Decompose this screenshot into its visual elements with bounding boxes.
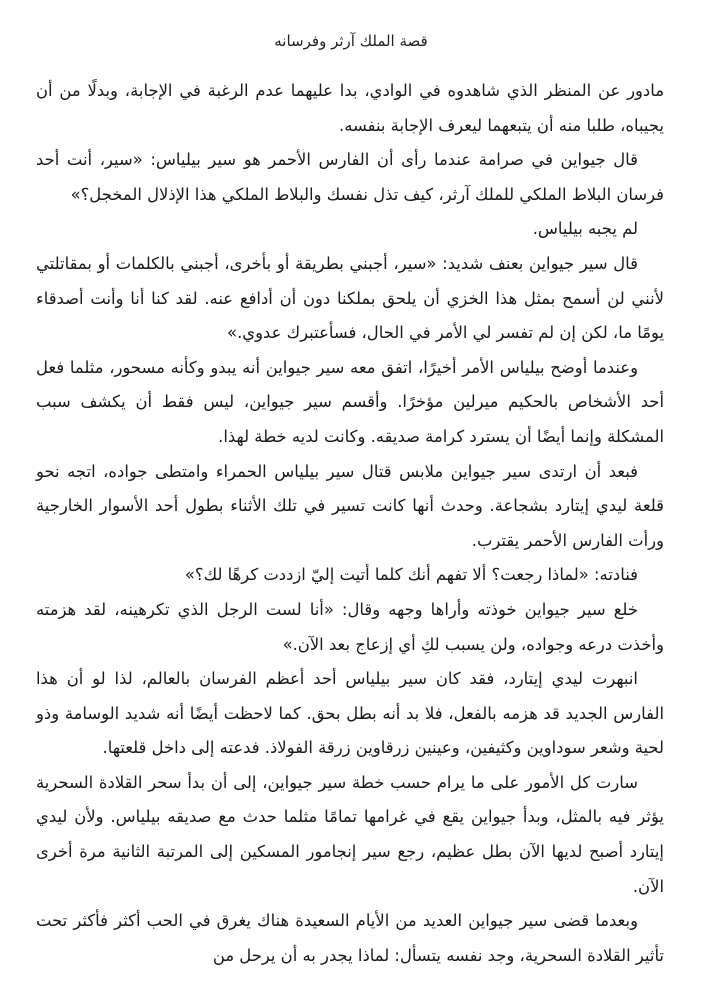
paragraph-11: وبعدما قضى سير جيواين العديد من الأيام السعيدة هناك يغرق في الحب أكثر فأكثر تحت تأثير القلادة السحرية، وجد نفسه يتسأل: لماذا يجدر به أن يرحل من	[36, 911, 664, 965]
paragraph-2: قال جيواين في صرامة عندما رأى أن الفارس الأحمر هو سير بيلياس: «سير، أنت أحد فرسان البلاط الملكي للملك آرثر، كيف تذل نفسك والبلاط الملكي هذا الإذلال المخجل؟»	[36, 150, 664, 204]
paragraph-7: فنادته: «لماذا رجعت؟ ألا تفهم أنك كلما أتيت إليّ ازددت كرهًا لك؟»	[184, 565, 638, 585]
paragraph-10: سارت كل الأمور على ما يرام حسب خطة سير جيواين، إلى أن بدأ سحر القلادة السحرية يؤثر فيه بالمثل، وبدأ جيواين يقع في غرامها تمامًا مثلما حدث مع صديقه بيلياس. ولأن ليدي إيتارد أصبح لديها الآن بطل عظيم، رجع سير إنجامور المسكين إلى المرتبة الثانية مرة أخرى الآن.	[36, 772, 664, 896]
paragraph-3: لم يجبه بيلياس.	[532, 219, 638, 239]
paragraph-8: خلع سير جيواين خوذته وأراها وجهه وقال: «أنا لست الرجل الذي تكرهينه، لقد هزمته وأخذت درعه وجواده، ولن يسبب لكِ أي إزعاج بعد الآن.»	[36, 599, 664, 654]
paragraph-9: انبهرت ليدي إيتارد، فقد كان سير بيلياس أحد أعظم الفرسان بالعالم، لذا لو أن هذا الفارس الجديد قد هزمه بالفعل، فلا بد أنه بطل بحق. كما لاحظت أيضًا أنه شديد الوسامة وذو لحية وشعر سوداوين وكثيفين، وعينين زرقاوين زرقة الفولاذ. فدعته إلى داخل قلعتها.	[36, 669, 664, 758]
body-text	[36, 74, 664, 973]
paragraph-5: وعندما أوضح بيلياس الأمر أخيرًا، اتفق معه سير جيواين أنه يبدو وكأنه مسحور، مثلما فعل أحد الأشخاص بالحكيم ميرلين مؤخرًا. وأقسم سير جيواين، ليس فقط أن يكشف سبب المشكلة وإنما أيضًا أن يسترد كرامة صديقه. وكانت لديه خطة لهذا.	[36, 357, 664, 446]
paragraph-1: مادور عن المنظر الذي شاهدوه في الوادي، بدا عليهما عدم الرغبة في الإجابة، وبدلًا من أن يجيباه، طلبا منه أن يتبعهما ليعرف الإجابة بنفسه.	[36, 81, 664, 135]
paragraph-4: قال سير جيواين بعنف شديد: «سير، أجبني بطريقة أو بأخرى، أجبني بالكلمات أو بمقاتلتي لأنني لن أسمح بمثل هذا الخزي أن يلحق بملكنا دون أن أدافع عنه. لقد كنا أنا وأنت أصدقاء يومًا ما، لكن إن لم تفسر لي الأمر في الحال، فسأعتبرك عدوي.»	[36, 253, 664, 343]
running-title: قصة الملك آرثر وفرسانه	[274, 32, 428, 50]
paragraph-6: فبعد أن ارتدى سير جيواين ملابس قتال سير بيلياس الحمراء وامتطى جواده، اتجه نحو قلعة ليدي إيتارد بشجاعة. وحدث أنها كانت تسير في تلك الأثناء بطول أحد الأسوار الخارجية ورأت الفارس الأحمر يقترب.	[36, 461, 664, 550]
